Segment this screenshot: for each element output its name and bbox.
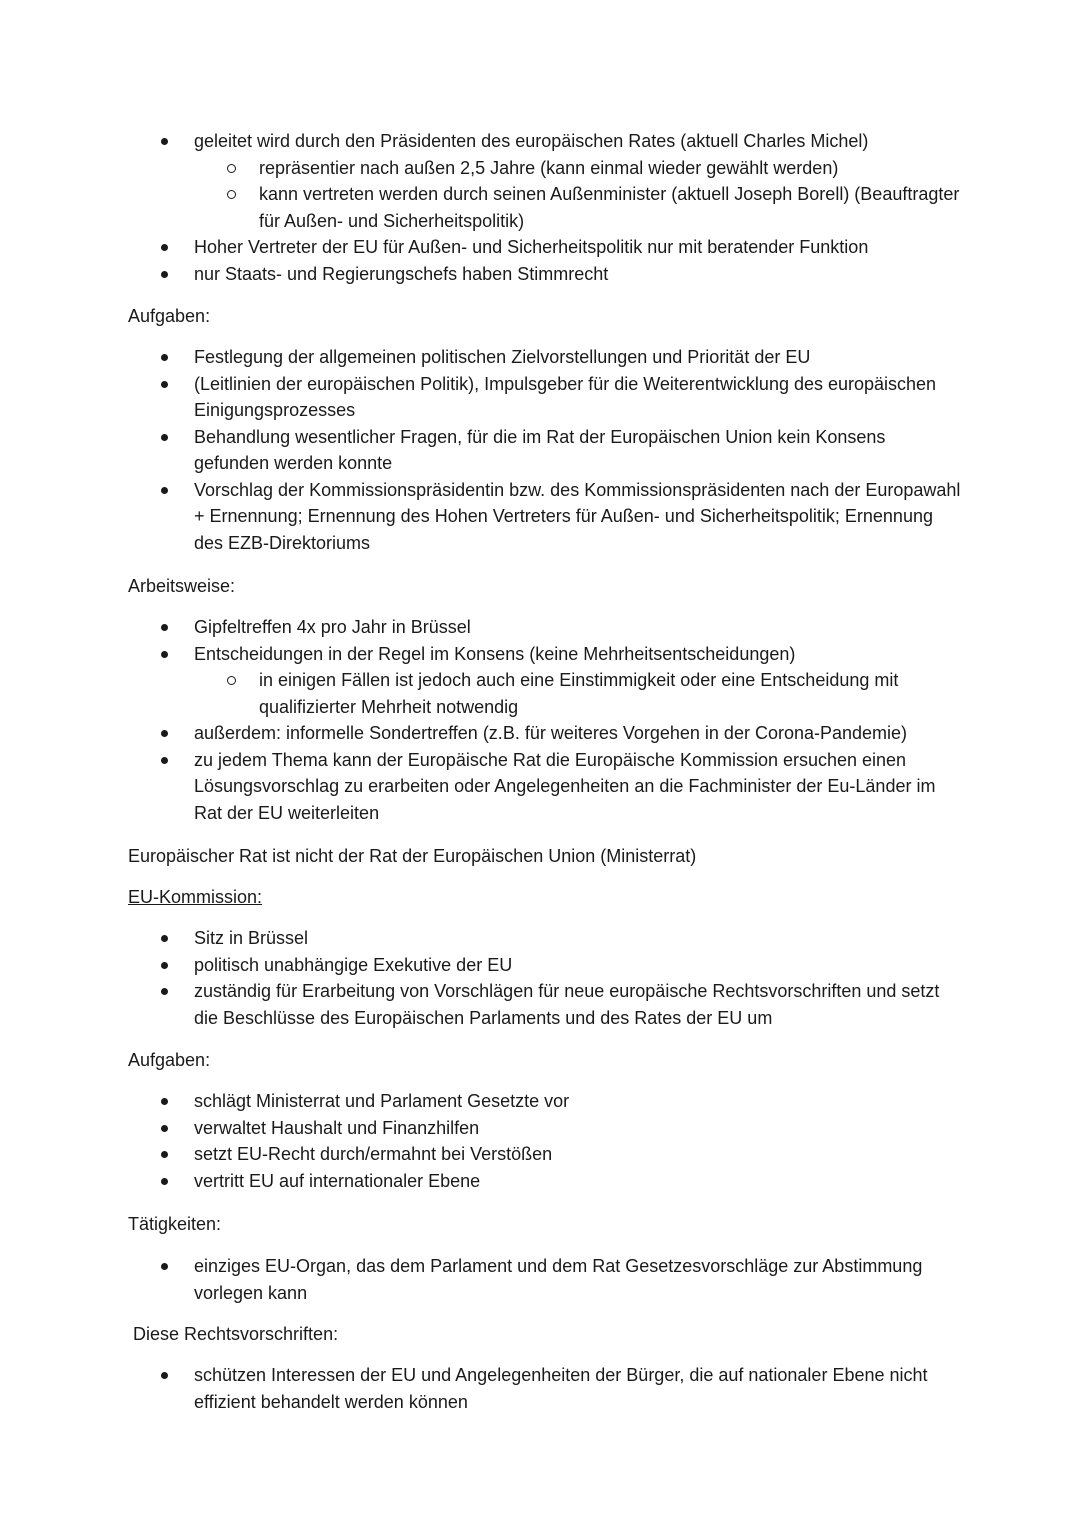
heading-aufgaben-rat: Aufgaben: (128, 306, 211, 326)
list-item (0, 261, 964, 288)
list-item-text: außerdem: informelle Sondertreffen (z.B. für weiteres Vorgehen in der Corona-Pandemie) (194, 723, 908, 743)
list-item-text: zuständig für Erarbeitung von Vorschlägen für neue europäische Rechtsvorschriften und setzt die Beschlüsse des Europäischen Parlaments und des Rates der EU um (194, 981, 940, 1028)
note-europaeischer-rat: Europäischer Rat ist nicht der Rat der Europäischen Union (Ministerrat) (128, 846, 697, 866)
heading-arbeitsweise: Arbeitsweise: (128, 576, 236, 596)
list-item (0, 925, 964, 952)
sub-list (194, 155, 964, 235)
list-item (0, 1362, 964, 1415)
list-item-text: nur Staats- und Regierungschefs haben Stimmrecht (194, 263, 609, 284)
sub-list-item: in einigen Fällen ist jedoch auch eine Einstimmigkeit oder eine Entscheidung mit qualifizierter Mehrheit notwendig (194, 667, 964, 720)
bullet-list-aufgaben-kommission (0, 1088, 964, 1194)
list-item-text: einziges EU-Organ, das dem Parlament und dem Rat Gesetzesvorschläge zur Abstimmung vorlegen kann (194, 1256, 923, 1303)
list-item (0, 641, 964, 721)
list-item (0, 747, 964, 827)
list-item (0, 978, 964, 1031)
sub-list (194, 667, 964, 720)
list-item-text: Entscheidungen in der Regel im Konsens (keine Mehrheitsentscheidungen) (194, 643, 796, 664)
heading-taetigkeiten: Tätigkeiten: (128, 1214, 222, 1234)
list-item-text: Behandlung wesentlicher Fragen, für die im Rat der Europäischen Union kein Konsens gefunden werden konnte (194, 426, 886, 473)
list-item (0, 128, 964, 234)
list-item (0, 1115, 964, 1142)
bullet-list-ratspraesident (0, 128, 964, 287)
sub-list-item: kann vertreten werden durch seinen Außenminister (aktuell Joseph Borell) (Beauftragter für Außen- und Sicherheitspolitik) (194, 181, 964, 234)
bullet-list-rechtsvorschriften (0, 1362, 964, 1415)
list-item-text: Sitz in Brüssel (194, 928, 309, 948)
list-item (0, 477, 964, 557)
bullet-list-arbeitsweise (0, 614, 964, 826)
list-item-text: (Leitlinien der europäischen Politik), Impulsgeber für die Weiterentwicklung des europäischen Einigungsprozesses (194, 373, 937, 420)
heading-rechtsvorschriften: Diese Rechtsvorschriften: (133, 1324, 339, 1344)
list-item (0, 1168, 964, 1195)
bullet-list-aufgaben-rat (0, 344, 964, 556)
list-item-text: Hoher Vertreter der EU für Außen- und Sicherheitspolitik nur mit beratender Funktion (194, 237, 869, 257)
list-item (0, 424, 964, 477)
bullet-list-taetigkeiten (0, 1253, 964, 1306)
list-item (0, 952, 964, 979)
list-item (0, 1141, 964, 1168)
list-item-text: Festlegung der allgemeinen politischen Zielvorstellungen und Priorität der EU (194, 347, 811, 367)
bullet-list-kommission (0, 925, 964, 1031)
list-item (0, 371, 964, 424)
list-item-text: vertritt EU auf internationaler Ebene (194, 1170, 481, 1191)
list-item (0, 720, 964, 747)
list-item-text: schützen Interessen der EU und Angelegenheiten der Bürger, die auf nationaler Ebene nicht effizient behandelt werden können (194, 1365, 928, 1412)
sub-list-item: repräsentier nach außen 2,5 Jahre (kann einmal wieder gewählt werden) (194, 155, 964, 182)
list-item-text: Vorschlag der Kommissionspräsidentin bzw. des Kommissionspräsidenten nach der Europawahl + Ernennung; Ernennung des Hohen Vertreters für Außen- und Sicherheitspolitik; Ernennung des EZB-Direktoriums (194, 479, 961, 553)
list-item-text: politisch unabhängige Exekutive der EU (194, 954, 513, 975)
list-item (0, 234, 964, 261)
list-item (0, 1088, 964, 1115)
list-item-text: setzt EU-Recht durch/ermahnt bei Verstößen (194, 1144, 553, 1164)
heading-eu-kommission: EU-Kommission: (128, 887, 263, 907)
list-item-text: verwaltet Haushalt und Finanzhilfen (194, 1117, 480, 1138)
list-item-text: zu jedem Thema kann der Europäische Rat die Europäische Kommission ersuchen einen Lösungsvorschlag zu erarbeiten oder Angelegenheiten an die Fachminister der Eu-Länder im Rat der EU weiterleiten (194, 749, 936, 823)
list-item (0, 344, 964, 371)
list-item (0, 1253, 964, 1306)
list-item-text: Gipfeltreffen 4x pro Jahr in Brüssel (194, 617, 471, 637)
list-item-text: schlägt Ministerrat und Parlament Gesetzte vor (194, 1091, 570, 1111)
heading-aufgaben-kommission: Aufgaben: (128, 1050, 211, 1070)
list-item (0, 614, 964, 641)
list-item-text: geleitet wird durch den Präsidenten des europäischen Rates (aktuell Charles Michel) (194, 131, 869, 151)
